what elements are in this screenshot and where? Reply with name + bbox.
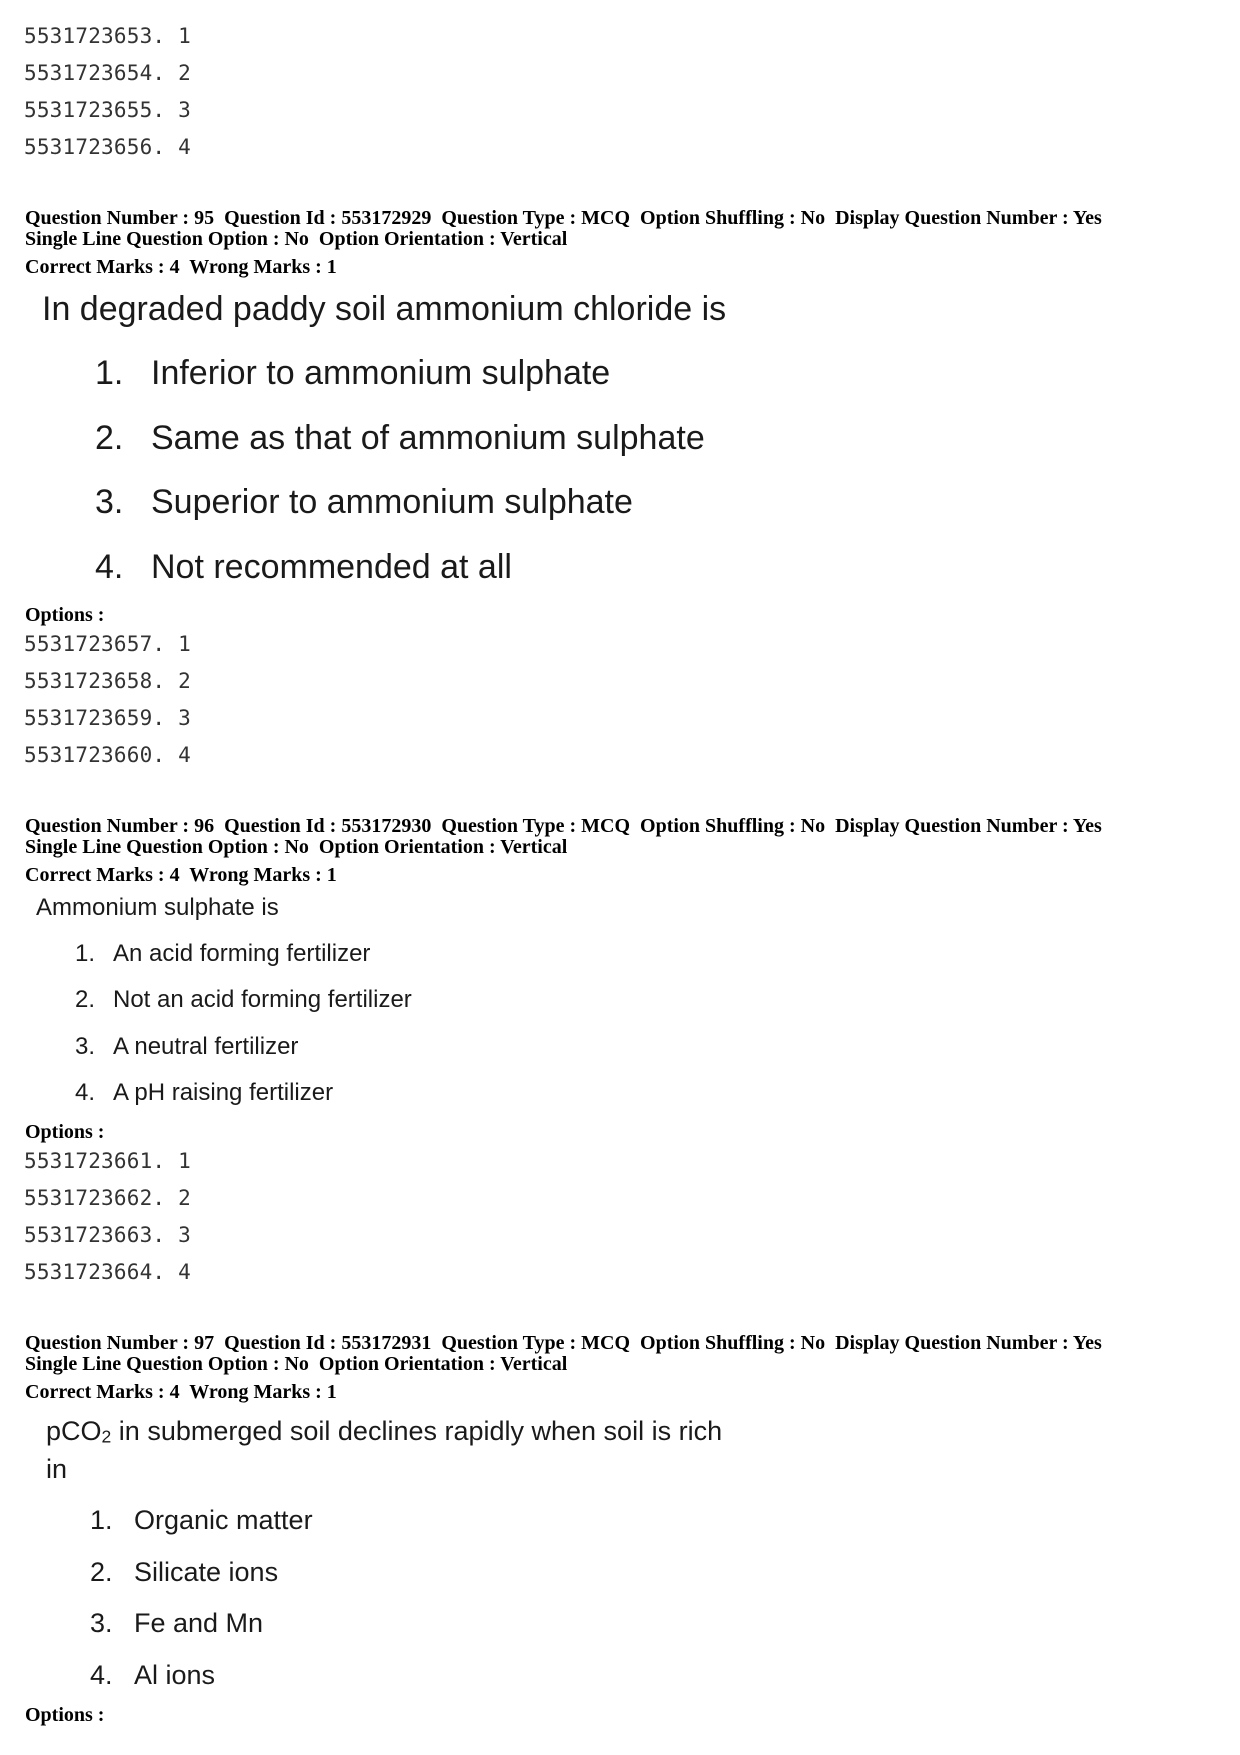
stem-subscript: 2 [101,1426,112,1447]
choice-text: Al ions [134,1660,216,1690]
question-choice [95,483,633,522]
options-label: Options : [25,1121,105,1143]
question-meta-line: Question Number : 95 Question Id : 553172929 Question Type : MCQ Option Shuffling : No Display Question Number : Yes [25,207,1102,229]
choice-number: 2. [95,419,124,457]
question-meta-line: Single Line Question Option : No Option Orientation : Vertical [25,1353,568,1375]
choice-text: Same as that of ammonium sulphate [151,419,705,457]
question-meta-line: Single Line Question Option : No Option Orientation : Vertical [25,228,568,250]
choice-number: 3. [90,1608,113,1638]
choice-text: Inferior to ammonium sulphate [151,354,611,392]
choice-number: 1. [95,354,124,392]
choice-text: Organic matter [134,1505,313,1535]
question-stem [46,1416,722,1448]
options-label: Options : [25,1704,105,1726]
question-choice [95,419,705,458]
question-stem: Ammonium sulphate is [36,894,279,921]
question-choice [95,548,512,587]
marks-line: Correct Marks : 4 Wrong Marks : 1 [25,864,337,886]
options-label: Options : [25,604,105,626]
option-id-line: 5531723664. 4 [24,1260,191,1284]
option-id-line: 5531723656. 4 [24,135,191,159]
question-choice [75,1079,333,1107]
option-id-line: 5531723660. 4 [24,743,191,767]
question-choice [90,1660,215,1691]
choice-number: 4. [75,1079,96,1106]
choice-text: Not an acid forming fertilizer [113,986,412,1013]
question-choice [75,940,370,968]
choice-number: 1. [90,1505,113,1535]
question-choice [90,1557,278,1588]
choice-text: Superior to ammonium sulphate [151,483,633,521]
choice-number: 2. [75,986,96,1013]
question-stem-continued: in [46,1454,68,1484]
option-id-line: 5531723657. 1 [24,632,191,656]
stem-text: pCO [46,1416,102,1446]
option-id-line: 5531723655. 3 [24,98,191,122]
choice-number: 3. [95,483,124,521]
stem-text: in submerged soil declines rapidly when soil is rich [111,1416,723,1446]
question-stem: In degraded paddy soil ammonium chloride is [42,290,727,328]
choice-number: 1. [75,940,96,967]
choice-number: 2. [90,1557,113,1587]
choice-text: Not recommended at all [151,548,512,586]
option-id-line: 5531723663. 3 [24,1223,191,1247]
question-meta-line: Single Line Question Option : No Option Orientation : Vertical [25,836,568,858]
marks-line: Correct Marks : 4 Wrong Marks : 1 [25,256,337,278]
question-choice [75,1033,298,1061]
question-meta-line: Question Number : 97 Question Id : 553172931 Question Type : MCQ Option Shuffling : No Display Question Number : Yes [25,1332,1102,1354]
choice-text: Silicate ions [134,1557,279,1587]
option-id-line: 5531723658. 2 [24,669,191,693]
option-id-line: 5531723659. 3 [24,706,191,730]
choice-number: 4. [95,548,124,586]
choice-number: 3. [75,1033,96,1060]
choice-text: A neutral fertilizer [113,1033,299,1060]
option-id-line: 5531723661. 1 [24,1149,191,1173]
choice-text: Fe and Mn [134,1608,264,1638]
choice-text: A pH raising fertilizer [113,1079,334,1106]
question-choice [95,354,610,393]
question-meta-line: Question Number : 96 Question Id : 553172930 Question Type : MCQ Option Shuffling : No Display Question Number : Yes [25,815,1102,837]
option-id-line: 5531723653. 1 [24,24,191,48]
marks-line: Correct Marks : 4 Wrong Marks : 1 [25,1381,337,1403]
option-id-line: 5531723654. 2 [24,61,191,85]
question-choice [90,1608,263,1639]
choice-text: An acid forming fertilizer [113,940,371,967]
choice-number: 4. [90,1660,113,1690]
question-choice [90,1505,313,1536]
option-id-line: 5531723662. 2 [24,1186,191,1210]
question-choice [75,986,412,1014]
